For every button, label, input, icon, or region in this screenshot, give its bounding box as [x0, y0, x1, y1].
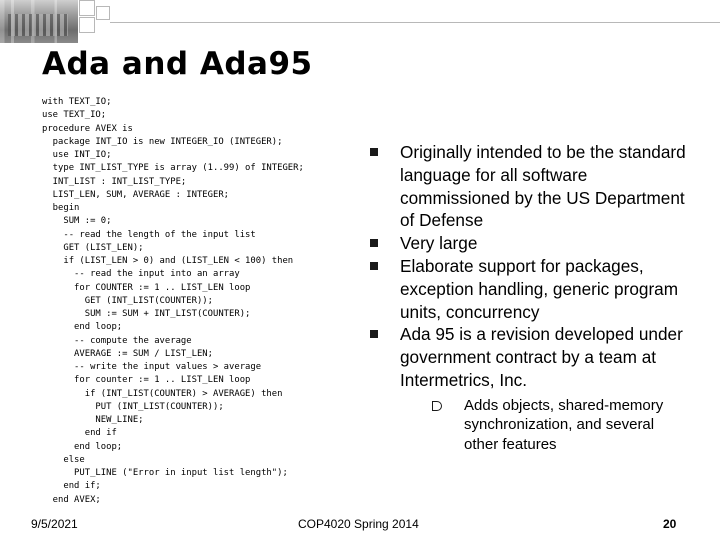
square-bullet-icon [370, 262, 378, 270]
header-square-2 [96, 6, 110, 20]
sub-bullet-text: Adds objects, shared-memory synchronization, and several other features [464, 396, 664, 453]
square-bullet-icon [370, 148, 378, 156]
sub-bullet-item [432, 396, 688, 455]
bullet-item [368, 255, 688, 323]
square-bullet-icon [370, 330, 378, 338]
bullet-item [368, 232, 688, 255]
header-square-1 [79, 0, 95, 16]
page-number: 20 [663, 517, 677, 531]
bullet-list [368, 141, 688, 454]
header-divider [110, 22, 720, 23]
bullet-text: Originally intended to be the standard language for all software commissioned by the US Department of Defense [400, 142, 686, 231]
bullet-text: Very large [400, 233, 478, 254]
bullet-item [368, 141, 688, 232]
hollow-bullet-icon [432, 401, 442, 411]
header-square-3 [79, 17, 95, 33]
square-bullet-icon [370, 239, 378, 247]
code-listing: with TEXT_IO; use TEXT_IO; procedure AVEX is package INT_IO is new INTEGER_IO (INTEGER); use INT_IO; type INT_LIST_TYPE is array (1..99) of INTEGER; INT_LIST : INT_LIST_TYPE; LIST_LEN, SUM, AVERAGE : INTEGER; begin SUM := 0; -- read the length of the input list GET (LIST_LEN); if (LIST_LEN > 0) and (LIST_LEN < 100) then -- read the input into an array for COUNTER := 1 .. LIST_LEN loop GET (INT_LIST(COUNTER)); SUM := SUM + INT_LIST(COUNTER); end loop; -- compute the average AVERAGE := SUM / LIST_LEN; -- write the input values > average for counter := 1 .. LIST_LEN loop if (INT_LIST(COUNTER) > AVERAGE) then PUT (INT_LIST(COUNTER)); NEW_LINE; end if end loop; else PUT_LINE ("Error in input list length"); end if; end AVEX; [42, 97, 304, 505]
bullet-text: Elaborate support for packages, exception handling, generic program units, concurrency [400, 255, 679, 322]
bullet-item [368, 323, 688, 454]
header-photo [0, 0, 78, 43]
slide-title: Ada and Ada95 [42, 46, 313, 82]
footer-course: COP4020 Spring 2014 [298, 517, 419, 531]
footer-date: 9/5/2021 [31, 517, 78, 531]
bullet-text: Ada 95 is a revision developed under government contract by a team at Intermetrics, Inc. [400, 324, 683, 390]
